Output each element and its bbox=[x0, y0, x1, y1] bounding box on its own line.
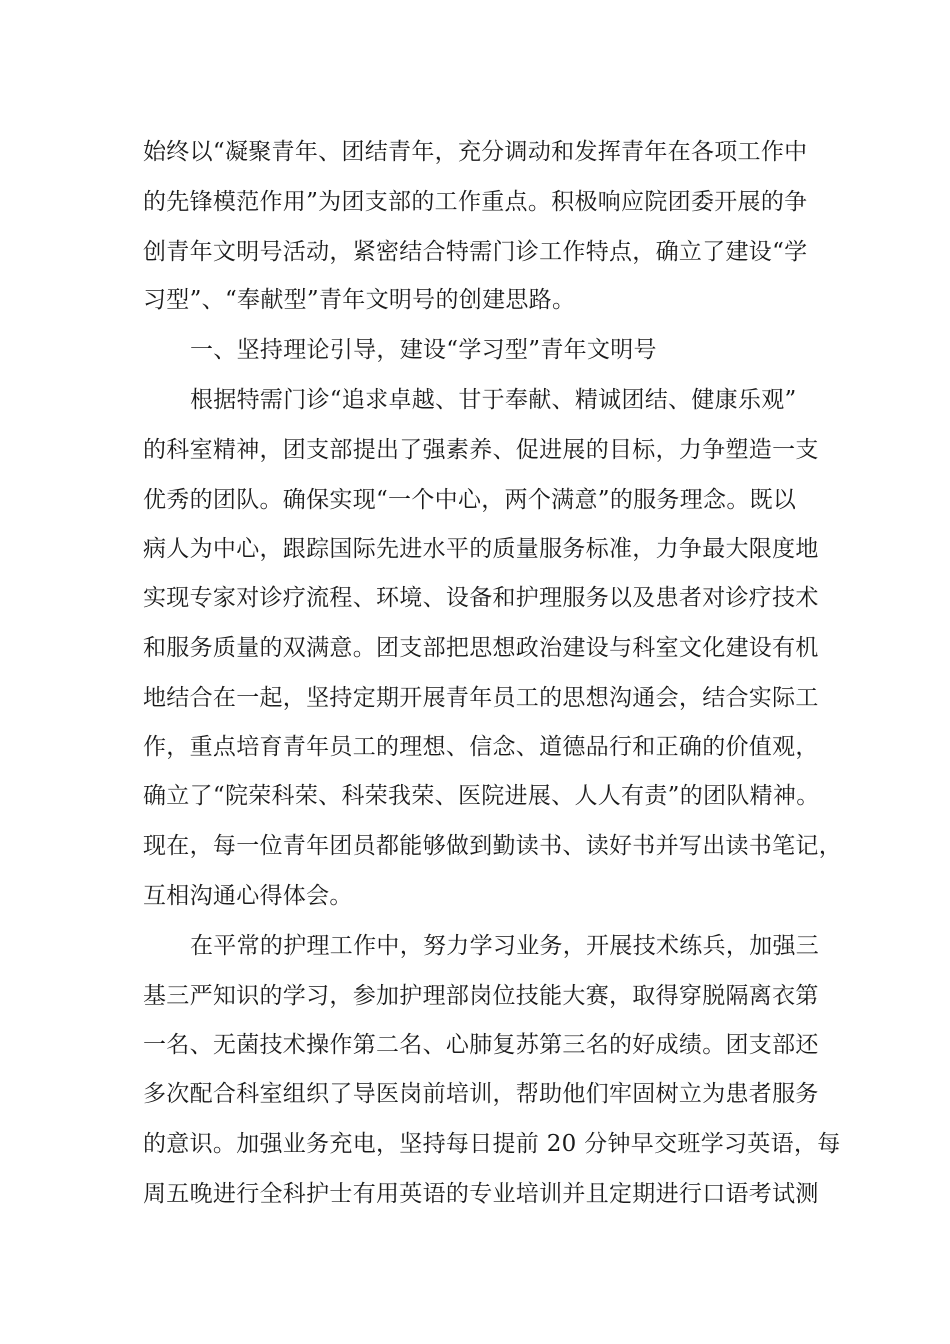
body-text-line: 始终以“凝聚青年、团结青年，充分调动和发挥青年在各项工作中 bbox=[143, 139, 808, 165]
body-text-line: 确立了“院荣科荣、科荣我荣、医院进展、人人有责”的团队精神。 bbox=[143, 783, 820, 809]
body-text-line: 的先锋模范作用”为团支部的工作重点。积极响应院团委开展的争 bbox=[143, 189, 808, 215]
body-text-line: 作，重点培育青年员工的理想、信念、道德品行和正确的价值观， bbox=[143, 734, 819, 760]
body-text-line: 的意识。加强业务充电，坚持每日提前 20 分钟早交班学习英语，每 bbox=[143, 1131, 841, 1157]
body-text-line: 创青年文明号活动，紧密结合特需门诊工作特点，确立了建设“学 bbox=[143, 239, 808, 265]
body-text-line: 现在，每一位青年团员都能够做到勤读书、读好书并写出读书笔记， bbox=[143, 833, 842, 859]
body-text-line: 周五晚进行全科护士有用英语的专业培训并且定期进行口语考试测 bbox=[143, 1181, 819, 1207]
body-text-line: 一名、无菌技术操作第二名、心肺复苏第三名的好成绩。团支部还 bbox=[143, 1032, 819, 1058]
section-heading: 一、坚持理论引导，建设“学习型”青年文明号 bbox=[190, 337, 657, 363]
body-text-line: 习型”、“奉献型”青年文明号的创建思路。 bbox=[143, 287, 576, 313]
body-text-line: 根据特需门诊“追求卓越、甘于奉献、精诚团结、健康乐观” bbox=[190, 387, 797, 413]
body-text-line: 病人为中心，跟踪国际先进水平的质量服务标准，力争最大限度地 bbox=[143, 536, 819, 562]
body-text-line: 实现专家对诊疗流程、环境、设备和护理服务以及患者对诊疗技术 bbox=[143, 585, 819, 611]
body-text-line: 在平常的护理工作中，努力学习业务，开展技术练兵，加强三 bbox=[190, 933, 820, 959]
body-text-line: 多次配合科室组织了导医岗前培训，帮助他们牢固树立为患者服务 bbox=[143, 1081, 819, 1107]
body-text-line: 的科室精神，团支部提出了强素养、促进展的目标，力争塑造一支 bbox=[143, 437, 819, 463]
body-text-line: 地结合在一起，坚持定期开展青年员工的思想沟通会，结合实际工 bbox=[143, 685, 819, 711]
body-text-line: 基三严知识的学习，参加护理部岗位技能大赛，取得穿脱隔离衣第 bbox=[143, 983, 819, 1009]
body-text-line: 互相沟通心得体会。 bbox=[143, 883, 353, 909]
body-text-line: 和服务质量的双满意。团支部把思想政治建设与科室文化建设有机 bbox=[143, 635, 819, 661]
body-text-line: 优秀的团队。确保实现“一个中心，两个满意”的服务理念。既以 bbox=[143, 487, 797, 513]
